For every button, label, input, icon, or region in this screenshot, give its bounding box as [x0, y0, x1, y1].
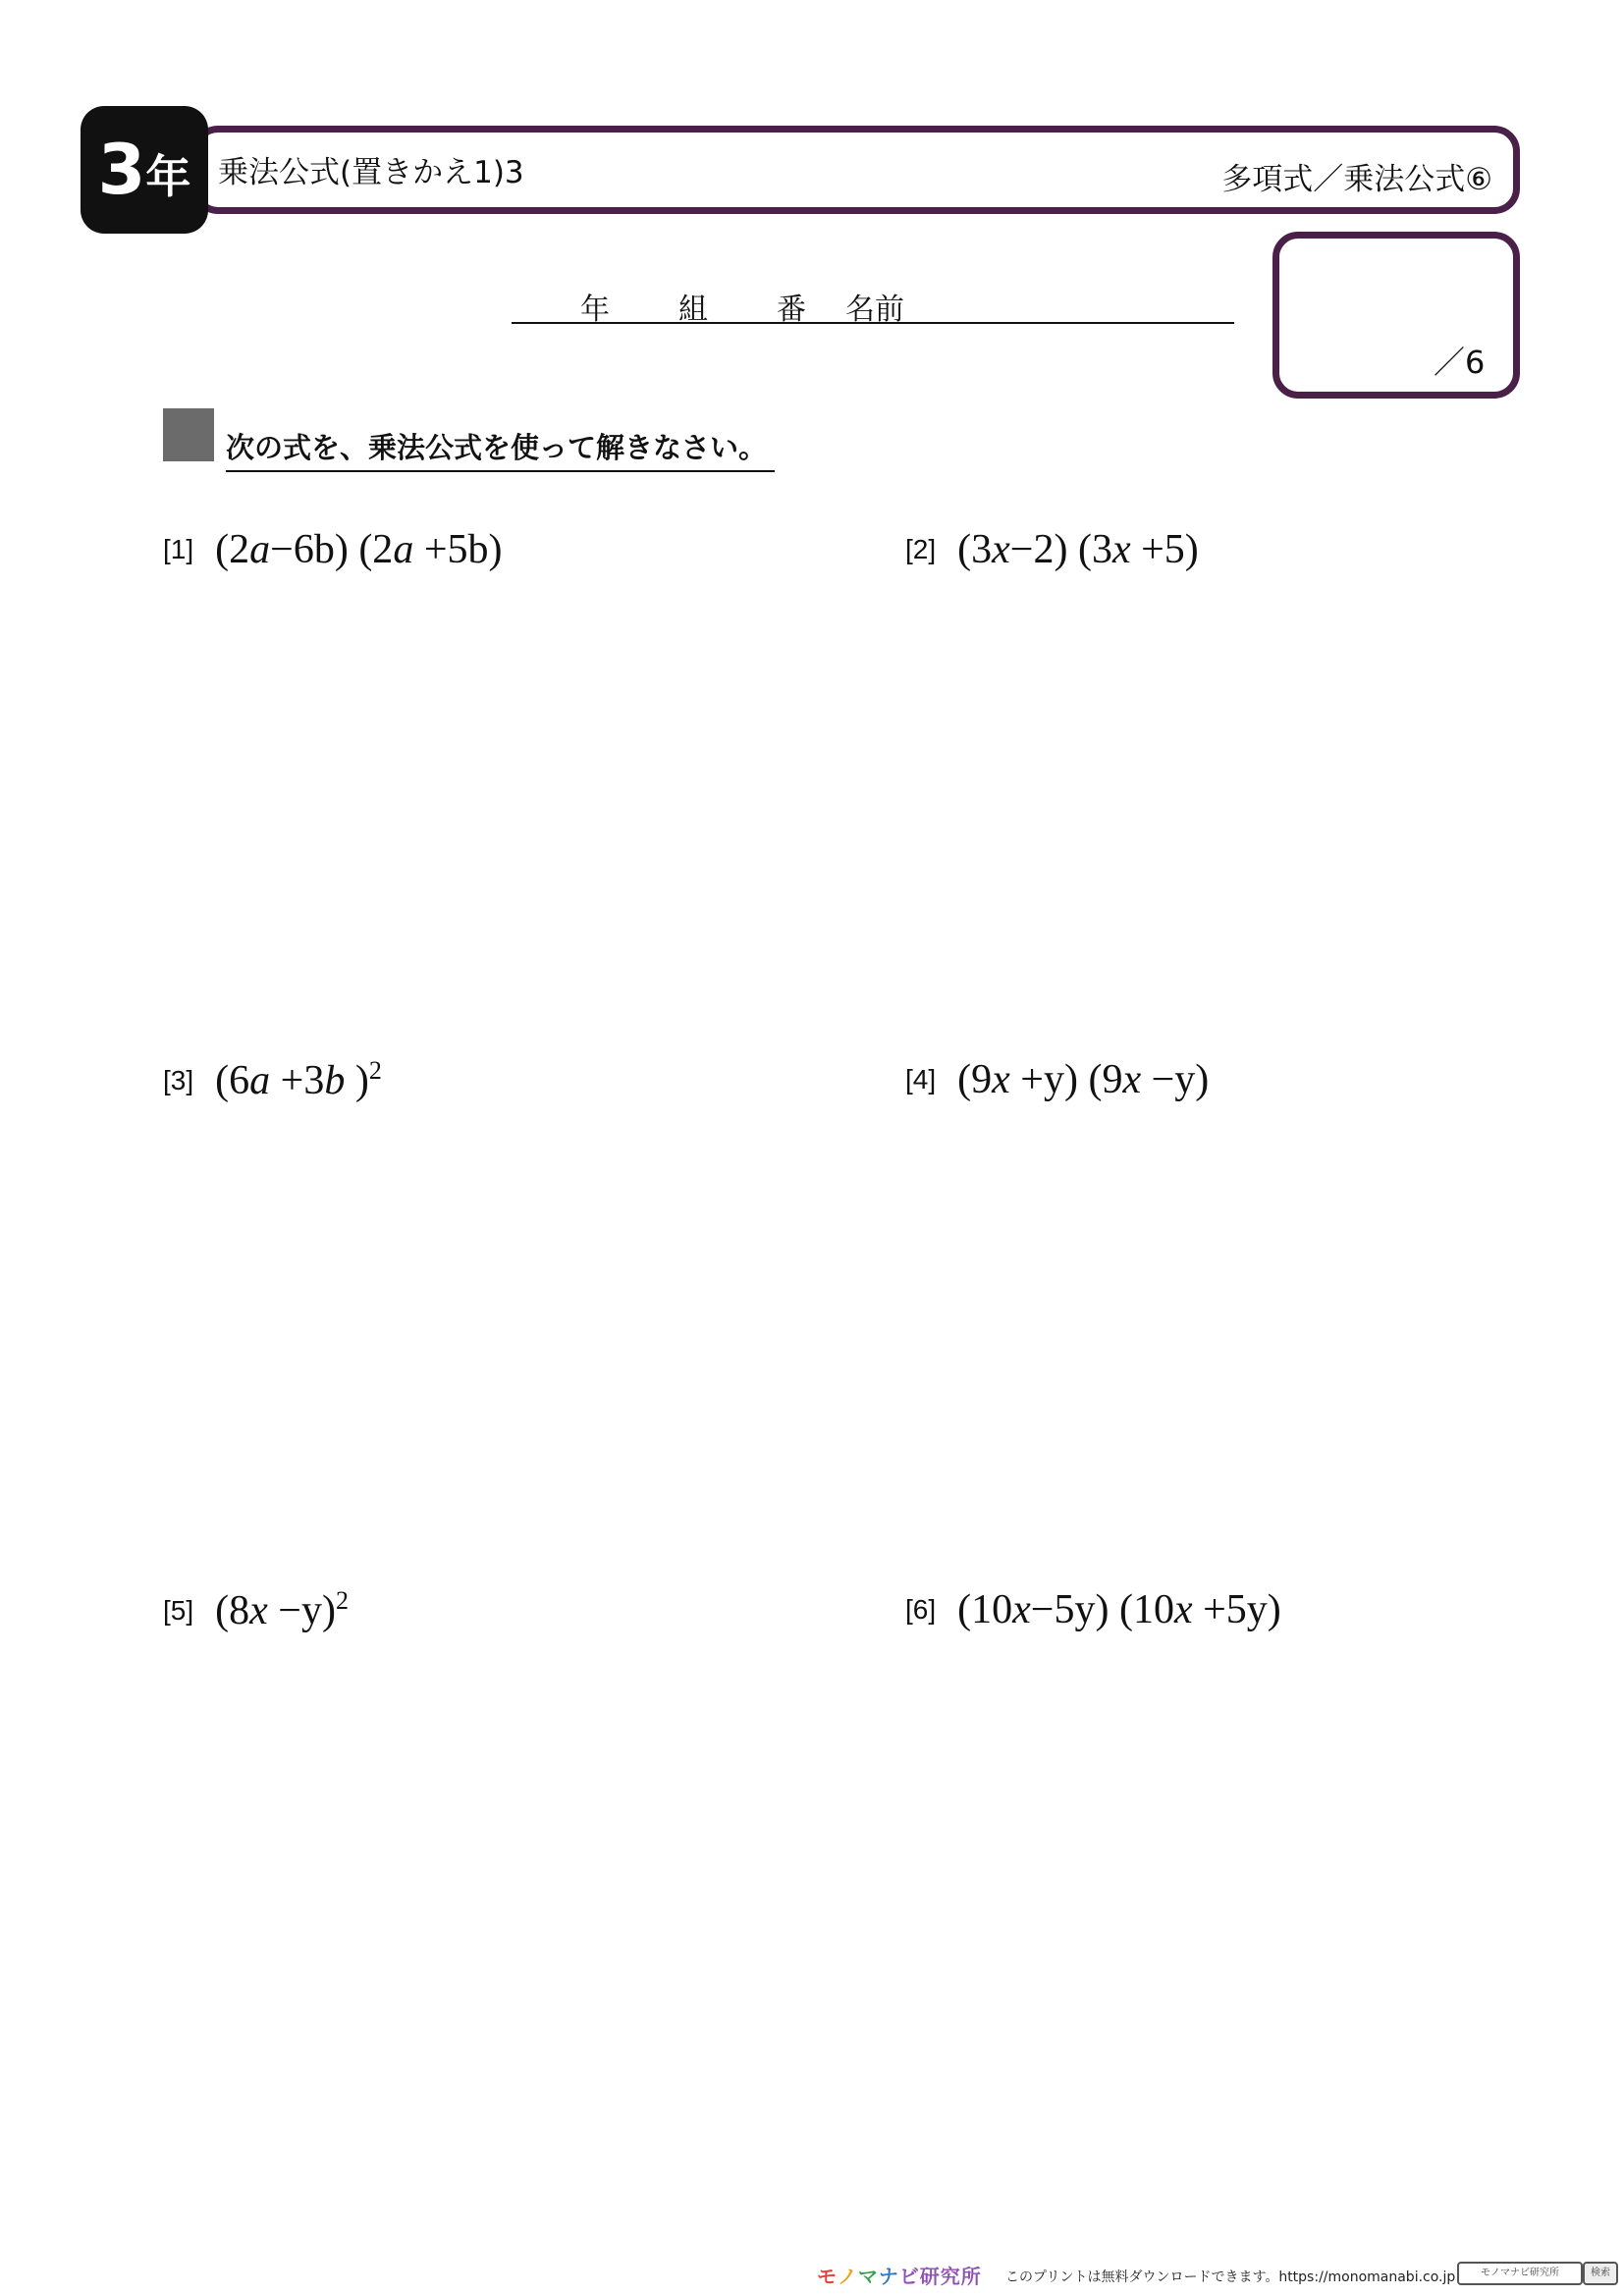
- problem-1: [163, 526, 503, 573]
- number-label: 番: [777, 293, 806, 327]
- problem-3: [163, 1056, 382, 1104]
- footer-text: このプリントは無料ダウンロードできます。https://monomanabi.co.jp: [1005, 2269, 1456, 2285]
- problem-4: [905, 1056, 1209, 1103]
- grade-suffix: 年: [145, 150, 191, 203]
- problem-expression: (9x +y) (9x −y): [957, 1057, 1210, 1102]
- worksheet-category: 多項式／乗法公式⑥: [1221, 162, 1492, 197]
- name-line: [512, 285, 1234, 327]
- problem-5: [163, 1586, 349, 1634]
- problem-expression: (2a−6b) (2a +5b): [215, 527, 503, 572]
- problem-label: [1]: [163, 534, 194, 564]
- problem-expression: $(8x -y)^2$: [215, 1586, 349, 1633]
- problem-2: [905, 526, 1199, 573]
- search-button[interactable]: 検索: [1583, 2262, 1618, 2285]
- problem-expression: (3x−2) (3x +5): [957, 527, 1199, 572]
- instruction-text: 次の式を、乗法公式を使って解きなさい。: [226, 426, 775, 472]
- problem-label: [6]: [905, 1594, 937, 1625]
- year-label: 年: [580, 293, 610, 327]
- worksheet-title: 乗法公式(置きかえ1)3: [218, 155, 524, 190]
- footer-logo: モノマナビ研究所: [817, 2265, 982, 2288]
- problem-label: [4]: [905, 1064, 937, 1095]
- problem-label: [3]: [163, 1065, 194, 1095]
- problem-label: [5]: [163, 1595, 194, 1626]
- instruction-marker: [163, 408, 214, 461]
- score-total: ／6: [1434, 344, 1486, 381]
- problem-expression: (6a +3b )$^2$: [215, 1056, 382, 1103]
- class-label: 組: [678, 293, 708, 327]
- problem-label: [2]: [905, 534, 937, 564]
- name-label: 名前: [845, 293, 904, 327]
- search-input[interactable]: モノマナビ研究所: [1457, 2262, 1583, 2285]
- problem-6: [905, 1586, 1281, 1633]
- grade-number: 3: [97, 130, 144, 210]
- problem-expression: (10x−5y) (10x +5y): [957, 1587, 1281, 1632]
- grade-badge: [81, 106, 208, 234]
